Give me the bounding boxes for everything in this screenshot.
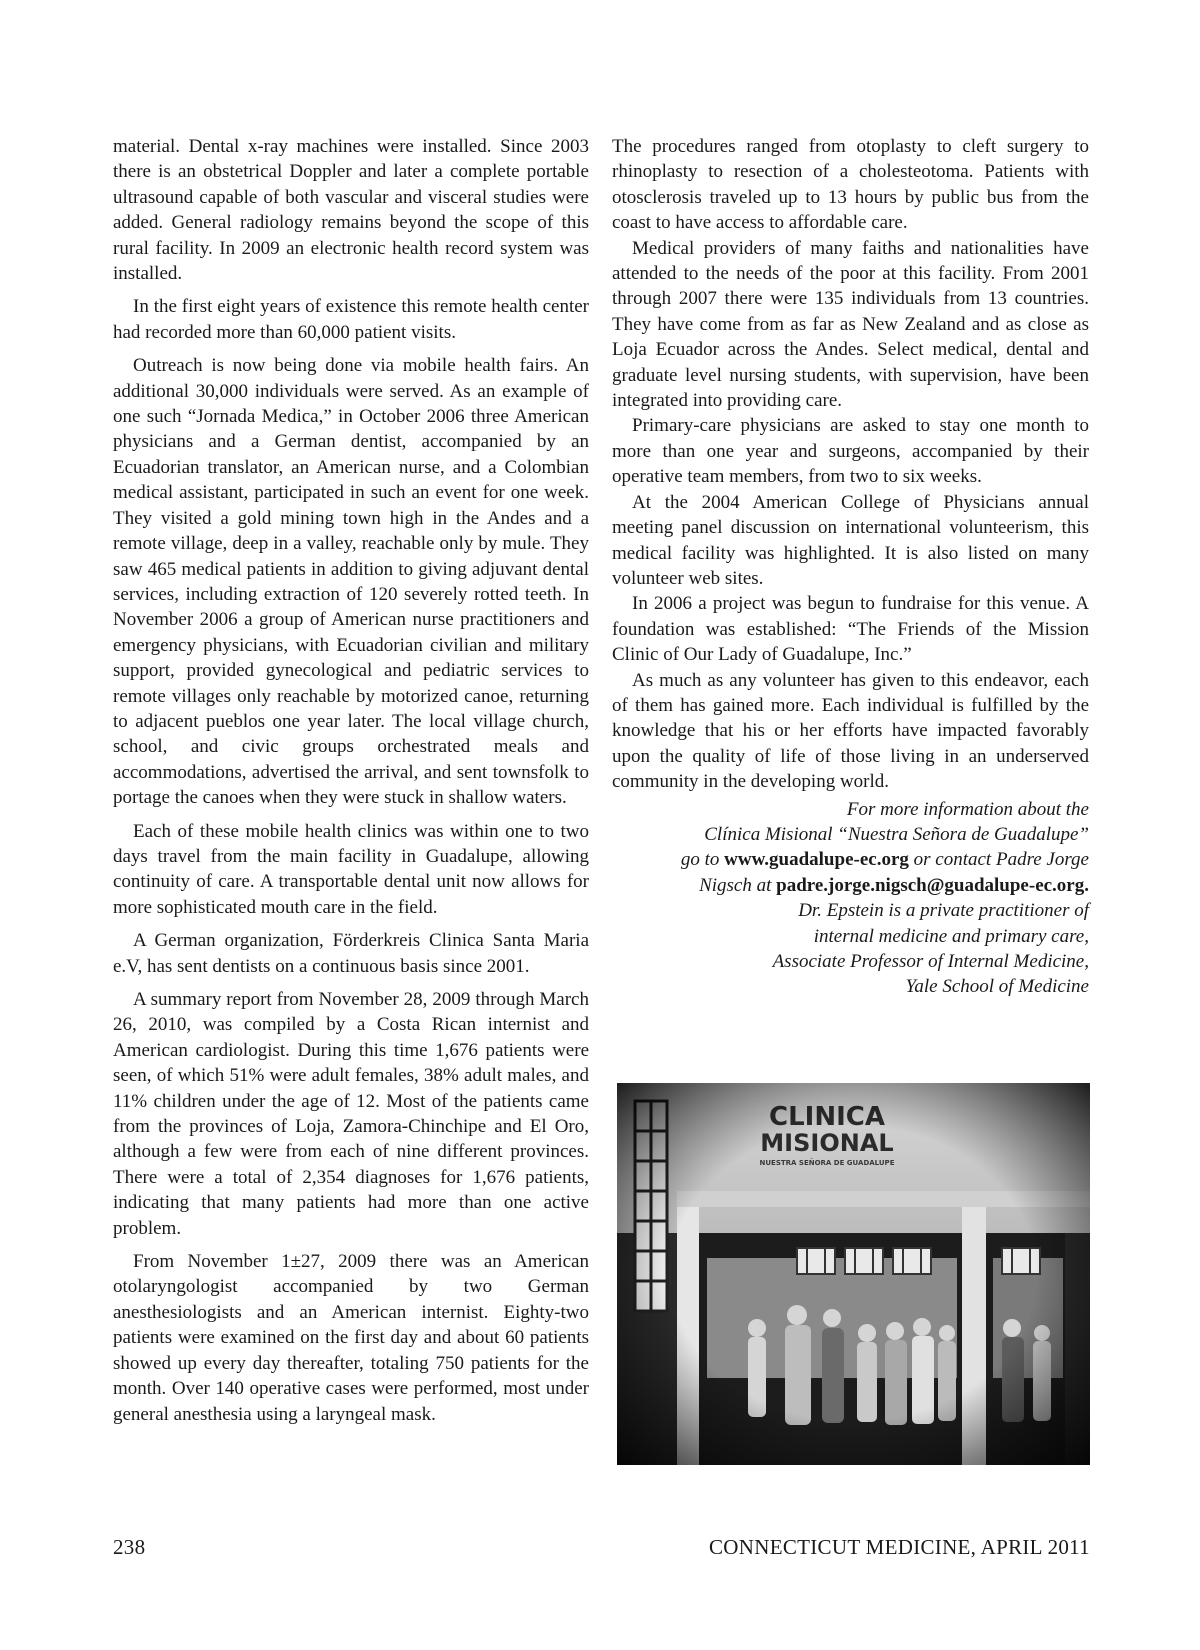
email-link[interactable]: padre.jorge.nigsch@guadalupe-ec.org <box>776 874 1085 896</box>
info-note-text: Nigsch at <box>699 874 772 896</box>
paragraph: The procedures ranged from otoplasty to cleft surgery to rhinoplasty to resection of a cholesteotoma. Patients with otosclerosis traveled up to 13 hours by public bus from the coast to have access to affordable care. <box>612 136 1089 234</box>
paragraph: A summary report from November 28, 2009 through March 26, 2010, was compiled by a Costa Rican internist and American cardiologist. During this time 1,676 patients were seen, of which 51% were adult females, 38% adult males, and 11% children under the age of 12. Most of the patients came from the provinces of Loja, Zamora-Chinchipe and El Oro, although a few were from each of nine different provinces. There were a total of 2,354 diagnoses for 1,676 patients, indicating that many patients had more than one active problem. <box>113 989 589 1239</box>
paragraph: Primary-care physicians are asked to stay one month to more than one year and surgeons, accompanied by their operative team members, from two to six weeks. <box>612 415 1089 488</box>
info-note-text: go to <box>680 849 720 871</box>
right-column <box>612 134 1089 1000</box>
author-bio-line: Yale School of Medicine <box>905 976 1089 998</box>
period: . <box>1084 874 1089 896</box>
journal-footer: CONNECTICUT MEDICINE, APRIL 2011 <box>709 1535 1090 1559</box>
paragraph: A German organization, Förderkreis Clinica Santa Maria e.V, has sent dentists on a continuous basis since 2001. <box>113 930 589 977</box>
paragraph: Outreach is now being done via mobile health fairs. An additional 30,000 individuals were served. As an example of one such “Jornada Medica,” in October 2006 three American physicians and a German dentist, accompanied by an Ecuadorian translator, an American nurse, and a Colombian medical assistant, participated in such an event for one week. They visited a gold mining town high in the Andes and a remote village, deep in a valley, reachable only by mule. They saw 465 medical patients in addition to giving adjuvant dental services, including extraction of 120 severely rotted teeth. In November 2006 a group of American nurse practitioners and emergency physicians, with Ecuadorian civilian and military support, provided gynecological and pediatric services to remote villages only reachable by motorized canoe, returning to adjacent pueblos one year later. The local village church, school, and civic groups orchestrated meals and accommodations, advertised the arrival, and sent townsfolk to portage the canoes when they were stuck in shallow waters. <box>113 355 589 809</box>
website-link[interactable]: www.guadalupe-ec.org <box>724 849 909 871</box>
info-note <box>612 797 1089 1000</box>
info-note-text: or contact Padre Jorge <box>913 849 1089 871</box>
paragraph: As much as any volunteer has given to this endeavor, each of them has gained more. Each individual is fulfilled by the knowledge that his or her efforts have impacted favorably upon the quality of life of those living in an underserved community in the developing world. <box>612 669 1089 793</box>
paragraph: In the first eight years of existence this remote health center had recorded more than 60,000 patient visits. <box>113 296 589 343</box>
author-bio <box>612 898 1089 1000</box>
author-bio-line: Associate Professor of Internal Medicine, <box>772 951 1089 972</box>
paragraph: In 2006 a project was begun to fundraise for this venue. A foundation was established: “The Friends of the Mission Clinic of Our Lady of Guadalupe, Inc.” <box>612 593 1089 666</box>
clinic-photo <box>617 1083 1090 1465</box>
clinic-photo-graphic <box>617 1083 1090 1465</box>
paragraph: Each of these mobile health clinics was within one to two days travel from the main facility in Guadalupe, allowing continuity of care. A transportable dental unit now allows for more sophisticated mouth care in the field. <box>113 820 589 918</box>
author-bio-line: Dr. Epstein is a private practitioner of <box>798 900 1089 922</box>
left-column <box>113 134 589 1435</box>
paragraph: From November 1±27, 2009 there was an American otolaryngologist accompanied by two German anesthesiologists and an American internist. Eighty-two patients were examined on the first day and about 60 patients showed up every day thereafter, totaling 750 patients for the month. Over 140 operative cases were performed, most under general anesthesia using a laryngeal mask. <box>113 1251 589 1425</box>
paragraph: material. Dental x-ray machines were installed. Since 2003 there is an obstetrical Doppler and later a complete portable ultrasound capable of both vascular and visceral studies were added. General radiology remains beyond the scope of this rural facility. In 2009 an electronic health record system was installed. <box>113 136 589 285</box>
author-bio-line: internal medicine and primary care, <box>813 925 1089 947</box>
paragraph: Medical providers of many faiths and nationalities have attended to the needs of the poor at this facility. From 2001 through 2007 there were 135 individuals from 13 countries. They have come from as far as New Zealand and as close as Loja Ecuador across the Andes. Select medical, dental and graduate level nursing students, with supervision, have been integrated into providing care. <box>612 237 1089 412</box>
paragraph: At the 2004 American College of Physicians annual meeting panel discussion on international volunteerism, this medical facility was highlighted. It is also listed on many volunteer web sites. <box>612 491 1089 589</box>
info-note-line: Clínica Misional “Nuestra Señora de Guadalupe” <box>704 823 1089 845</box>
info-note-line: For more information about the <box>846 798 1089 820</box>
page-number: 238 <box>113 1535 146 1559</box>
